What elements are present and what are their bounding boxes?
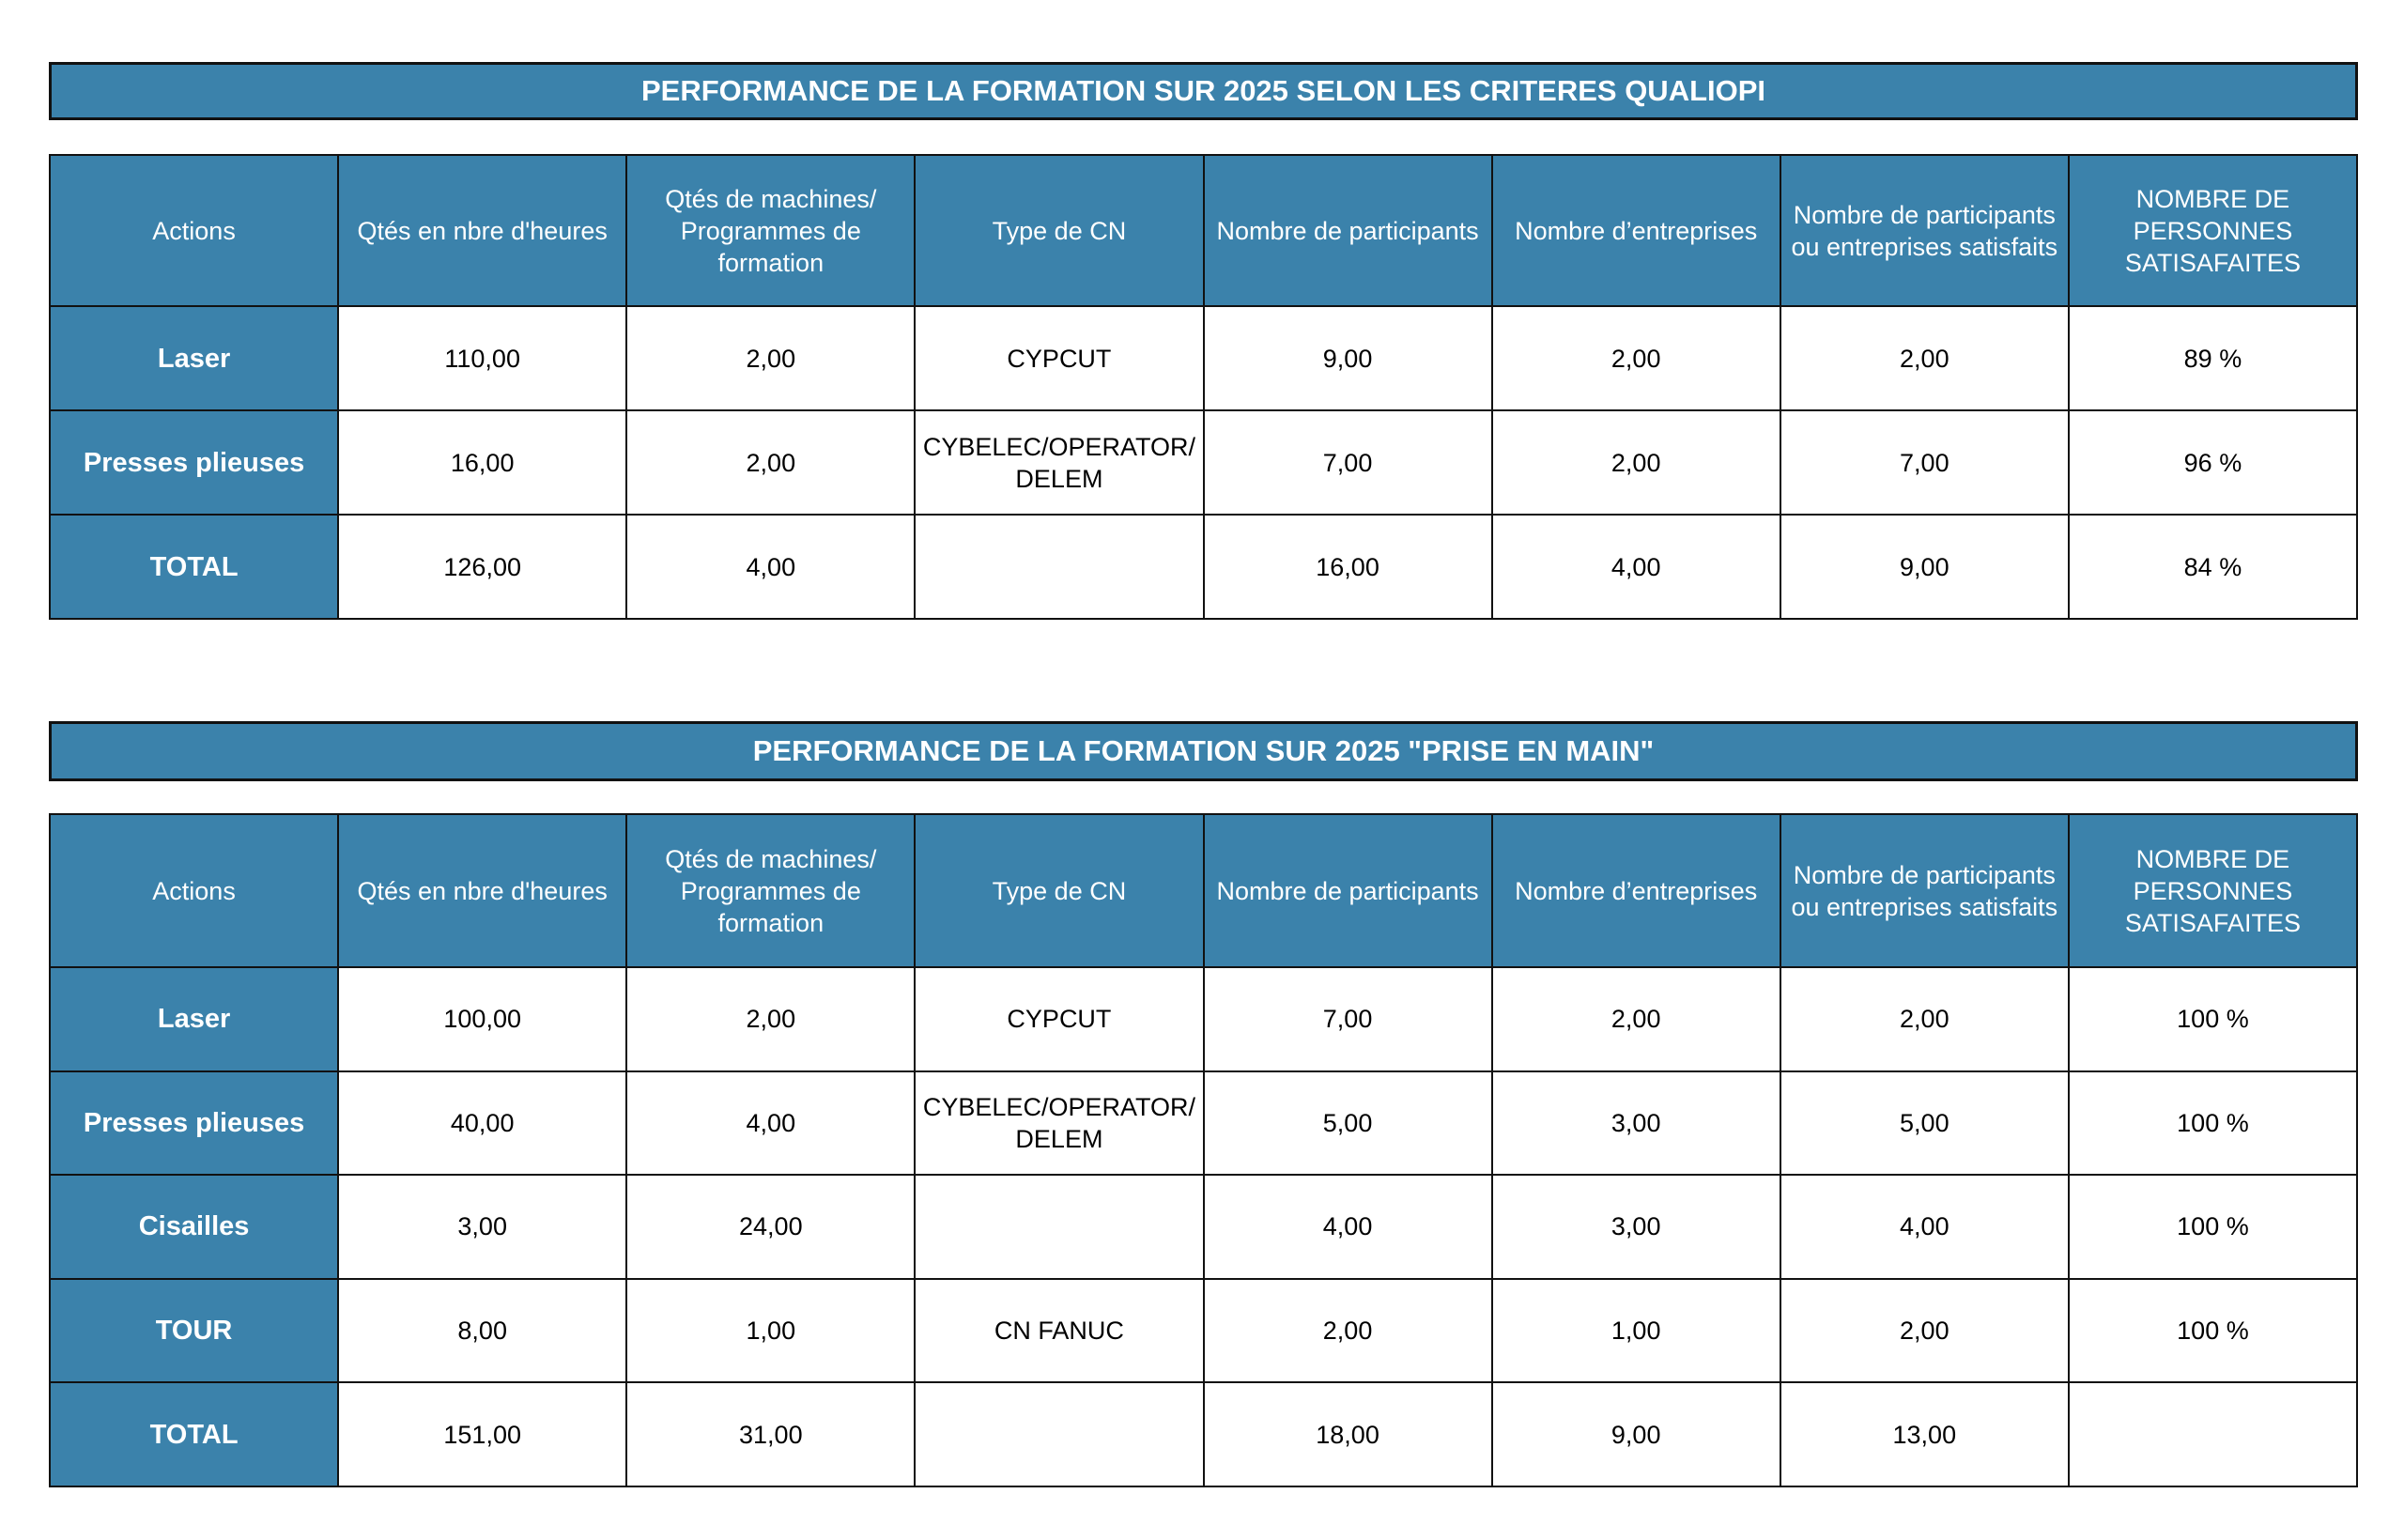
table-cell: CN FANUC — [915, 1279, 1203, 1383]
table-row — [50, 967, 2357, 1071]
column-header: Nombre de participants — [1204, 814, 1492, 967]
table-cell: 4,00 — [626, 1071, 915, 1176]
row-label: Presses plieuses — [50, 1071, 338, 1176]
table-row — [50, 306, 2357, 410]
table-cell: 2,00 — [1780, 967, 2069, 1071]
table-cell — [915, 1382, 1203, 1486]
table-cell: 9,00 — [1780, 515, 2069, 619]
table-cell: 100 % — [2069, 1071, 2357, 1176]
prise-en-main-table — [49, 813, 2358, 1487]
table-cell: 3,00 — [1492, 1071, 1780, 1176]
table-cell: 2,00 — [1780, 1279, 2069, 1383]
column-header: Nombre d’entreprises — [1492, 814, 1780, 967]
column-header: NOMBRE DE PERSONNES SATISAFAITES — [2069, 814, 2357, 967]
column-header: Actions — [50, 814, 338, 967]
table-cell: 7,00 — [1780, 410, 2069, 515]
table-cell: 13,00 — [1780, 1382, 2069, 1486]
table-cell: 100 % — [2069, 1279, 2357, 1383]
row-label: TOTAL — [50, 1382, 338, 1486]
row-label: Cisailles — [50, 1175, 338, 1279]
table-cell: 151,00 — [338, 1382, 626, 1486]
table2-title: PERFORMANCE DE LA FORMATION SUR 2025 "PRISE EN MAIN" — [49, 721, 2358, 781]
header-row — [50, 155, 2357, 306]
column-header: NOMBRE DE PERSONNES SATISAFAITES — [2069, 155, 2357, 306]
table-cell: 2,00 — [626, 306, 915, 410]
table-cell: 9,00 — [1204, 306, 1492, 410]
table-cell: CYBELEC/OPERATOR/ DELEM — [915, 1071, 1203, 1176]
table-cell: 126,00 — [338, 515, 626, 619]
column-header: Nombre de participants ou entreprises satisfaits — [1780, 155, 2069, 306]
table-row — [50, 1382, 2357, 1486]
table-row — [50, 515, 2357, 619]
table-cell: 31,00 — [626, 1382, 915, 1486]
table1-title: PERFORMANCE DE LA FORMATION SUR 2025 SELON LES CRITERES QUALIOPI — [49, 62, 2358, 120]
table-cell: 2,00 — [1492, 410, 1780, 515]
table-cell: CYPCUT — [915, 967, 1203, 1071]
column-header: Qtés de machines/ Programmes de formation — [626, 155, 915, 306]
table-cell: 8,00 — [338, 1279, 626, 1383]
table-row — [50, 1071, 2357, 1176]
column-header: Nombre de participants — [1204, 155, 1492, 306]
table-cell: 100 % — [2069, 1175, 2357, 1279]
column-header: Qtés en nbre d'heures — [338, 814, 626, 967]
table-cell: 18,00 — [1204, 1382, 1492, 1486]
header-row — [50, 814, 2357, 967]
table-cell: 9,00 — [1492, 1382, 1780, 1486]
table-cell: 4,00 — [1780, 1175, 2069, 1279]
table-row — [50, 1279, 2357, 1383]
table-cell: 4,00 — [626, 515, 915, 619]
table-cell: 1,00 — [626, 1279, 915, 1383]
column-header: Type de CN — [915, 155, 1203, 306]
table-cell: 110,00 — [338, 306, 626, 410]
table-cell: 84 % — [2069, 515, 2357, 619]
table-cell: CYPCUT — [915, 306, 1203, 410]
table-cell: 4,00 — [1492, 515, 1780, 619]
table-cell: 1,00 — [1492, 1279, 1780, 1383]
table-cell: 96 % — [2069, 410, 2357, 515]
table-cell: 2,00 — [1492, 306, 1780, 410]
table-cell: 89 % — [2069, 306, 2357, 410]
table-cell: 16,00 — [1204, 515, 1492, 619]
table-cell: 2,00 — [1492, 967, 1780, 1071]
column-header: Type de CN — [915, 814, 1203, 967]
row-label: TOTAL — [50, 515, 338, 619]
qualiopi-table — [49, 154, 2358, 620]
column-header: Actions — [50, 155, 338, 306]
table-cell: 5,00 — [1204, 1071, 1492, 1176]
table-row — [50, 1175, 2357, 1279]
table-cell: 16,00 — [338, 410, 626, 515]
row-label: Presses plieuses — [50, 410, 338, 515]
table-cell: 100 % — [2069, 967, 2357, 1071]
table-cell: 40,00 — [338, 1071, 626, 1176]
table-cell: 100,00 — [338, 967, 626, 1071]
table-cell: 7,00 — [1204, 410, 1492, 515]
table-cell: 5,00 — [1780, 1071, 2069, 1176]
table-cell: 24,00 — [626, 1175, 915, 1279]
table-cell: 7,00 — [1204, 967, 1492, 1071]
column-header: Nombre d’entreprises — [1492, 155, 1780, 306]
table-row — [50, 410, 2357, 515]
table-cell: 2,00 — [626, 410, 915, 515]
table-cell: 3,00 — [338, 1175, 626, 1279]
table-cell — [915, 515, 1203, 619]
table-cell — [2069, 1382, 2357, 1486]
table-cell: CYBELEC/OPERATOR/ DELEM — [915, 410, 1203, 515]
row-label: TOUR — [50, 1279, 338, 1383]
column-header: Qtés en nbre d'heures — [338, 155, 626, 306]
table-cell: 2,00 — [1204, 1279, 1492, 1383]
table-cell: 2,00 — [626, 967, 915, 1071]
table-cell — [915, 1175, 1203, 1279]
row-label: Laser — [50, 967, 338, 1071]
column-header: Qtés de machines/ Programmes de formation — [626, 814, 915, 967]
table-cell: 4,00 — [1204, 1175, 1492, 1279]
column-header: Nombre de participants ou entreprises satisfaits — [1780, 814, 2069, 967]
table-cell: 2,00 — [1780, 306, 2069, 410]
row-label: Laser — [50, 306, 338, 410]
table-cell: 3,00 — [1492, 1175, 1780, 1279]
